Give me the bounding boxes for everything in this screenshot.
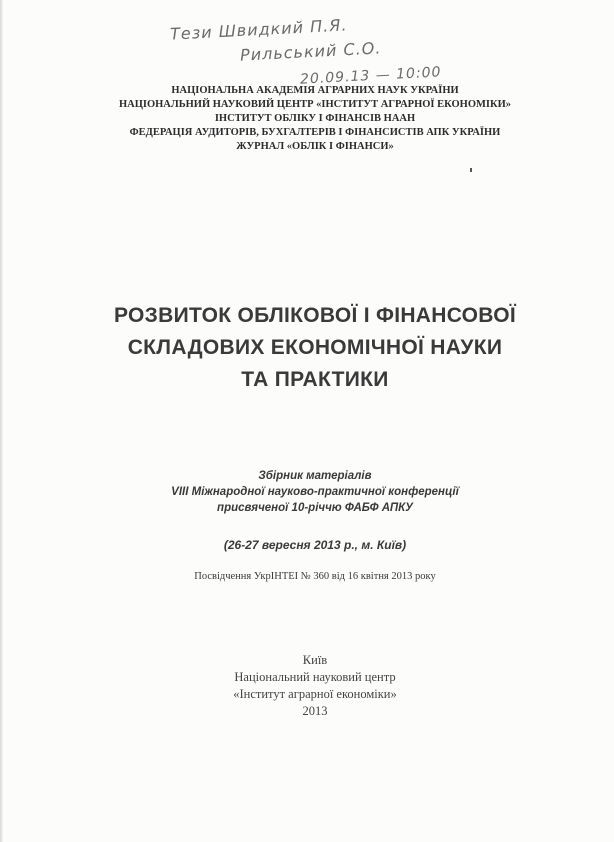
conference-dates: (26-27 вересня 2013 р., м. Київ): [223, 538, 407, 552]
publication-year: 2013: [302, 704, 328, 718]
organizations-header: [100, 84, 530, 154]
title-line-1: РОЗВИТОК ОБЛІКОВОЇ І ФІНАНСОВОЇ: [114, 304, 516, 327]
registration-certificate: Посвідчення УкрІНТЕІ № 360 від 16 квітня 2013 року: [194, 571, 436, 582]
subtitle-line-1: Збірник матеріалів: [258, 470, 372, 482]
org-line-2: НАЦІОНАЛЬНИЙ НАУКОВИЙ ЦЕНТР «ІНСТИТУТ АГРАРНОЇ ЕКОНОМІКИ»: [118, 99, 512, 110]
subtitle-line-3: присвяченої 10-річчю ФАБФ АПКУ: [217, 502, 413, 514]
document-title: [80, 300, 550, 396]
page-edge: [0, 0, 3, 842]
handwritten-line-3: 20.09.13 — 10:00: [299, 64, 442, 88]
title-line-2: СКЛАДОВИХ ЕКОНОМІЧНОЇ НАУКИ: [127, 336, 503, 359]
document-subtitle: [100, 468, 530, 516]
org-line-4: ФЕДЕРАЦІЯ АУДИТОРІВ, БУХГАЛТЕРІВ І ФІНАНСИСТІВ АПК УКРАЇНИ: [129, 127, 501, 138]
handwritten-note: [170, 12, 510, 92]
publisher-footer: [150, 652, 480, 720]
org-line-5: ЖУРНАЛ «ОБЛІК І ФІНАНСИ»: [236, 141, 394, 152]
org-line-3: ІНСТИТУТ ОБЛІКУ І ФІНАНСІВ НААН: [214, 113, 416, 124]
title-line-3: ТА ПРАКТИКИ: [241, 368, 389, 391]
handwritten-line-2: Рильський С.О.: [239, 38, 382, 65]
subtitle-line-2: VIII Міжнародної науково-практичної конференції: [171, 486, 459, 498]
handwritten-line-1: Тези Швидкий П.Я.: [169, 15, 348, 44]
scan-speck: [470, 168, 472, 172]
publisher-line-1: Національний науковий центр: [234, 670, 396, 684]
publisher-line-2: «Інститут аграрної економіки»: [233, 687, 397, 701]
publication-city: Київ: [302, 653, 328, 667]
org-line-1: НАЦІОНАЛЬНА АКАДЕМІЯ АГРАРНИХ НАУК УКРАЇНИ: [171, 85, 459, 96]
